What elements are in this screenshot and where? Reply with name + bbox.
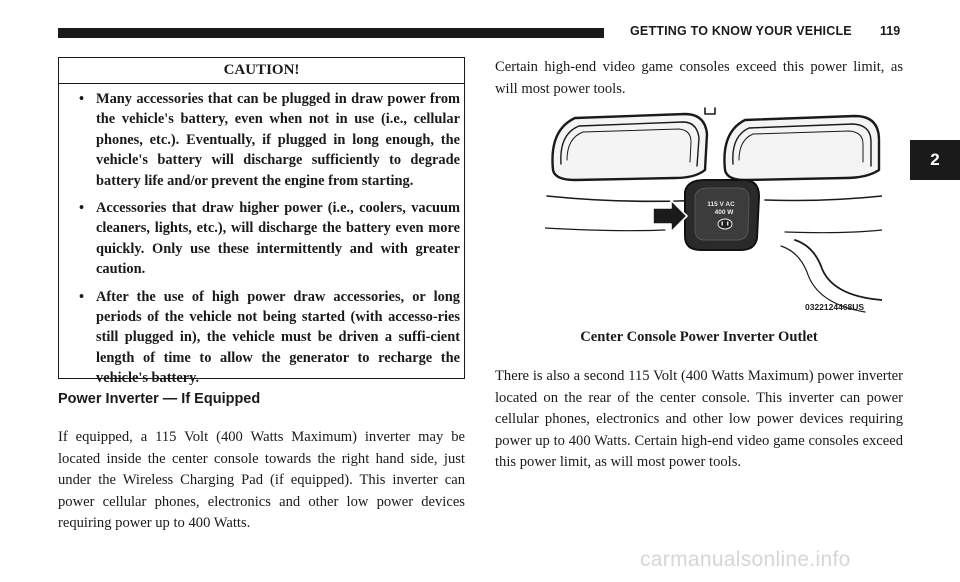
caution-item: • After the use of high power draw accessories, or long periods of the vehicle not being started (with accesso-ries still plugged in), the vehicle must be driven a suffi-cient length of time to allow the generator to recharge the vehicle's battery. <box>79 287 460 389</box>
figure-image-code: 0322124468US <box>805 302 865 312</box>
chapter-tab: 2 <box>910 140 960 180</box>
outlet-socket-icon <box>718 219 732 229</box>
watermark: carmanualsonline.info <box>640 548 851 571</box>
caution-heading: CAUTION! <box>59 58 464 84</box>
inverter-paragraph: If equipped, a 115 Volt (400 Watts Maximum) inverter may be located inside the center console towards the right hand side, just under the Wireless Charging Pad (if equipped). This inverter can power cellular phones, electronics and other low power devices requiring power up to 400 Watts. <box>58 429 465 532</box>
caution-item: • Accessories that draw higher power (i.e., coolers, vacuum cleaners, lights, etc.), will discharge the battery even more quickly. Only use these intermittently and with greater caution. <box>79 198 460 280</box>
outlet-label-line1: 115 V AC <box>707 201 735 208</box>
page-number: 119 <box>880 24 901 38</box>
outlet-label-line2: 400 W <box>714 209 734 216</box>
section-heading: Power Inverter — If Equipped <box>58 391 261 407</box>
caution-item: • Many accessories that can be plugged in draw power from the vehicle's battery, even when not in use (i.e., cellular phones, etc.). Eventually, if plugged in long enough, the vehicle's battery will discharge sufficiently to degrade battery life and/or prevent the engine from starting. <box>79 89 460 191</box>
second-inverter-paragraph: There is also a second 115 Volt (400 Watts Maximum) power inverter located on the rear of the center console. This inverter can power cellular phones, electronics and other low power devices requiring power up to 400 Watts. Certain high-end video game consoles exceed this power limit, as will most power tools. <box>495 368 903 471</box>
pointer-arrow-icon <box>653 200 687 232</box>
figure-caption: Center Console Power Inverter Outlet <box>580 329 818 345</box>
caution-box <box>58 57 465 387</box>
running-header-title: GETTING TO KNOW YOUR VEHICLE <box>630 24 852 38</box>
caution-list <box>59 84 464 389</box>
power-limit-paragraph: Certain high-end video game consoles exceed this power limit, as will most power tools. <box>495 59 903 97</box>
console-inverter-figure <box>545 100 882 318</box>
header-rule <box>58 28 604 38</box>
